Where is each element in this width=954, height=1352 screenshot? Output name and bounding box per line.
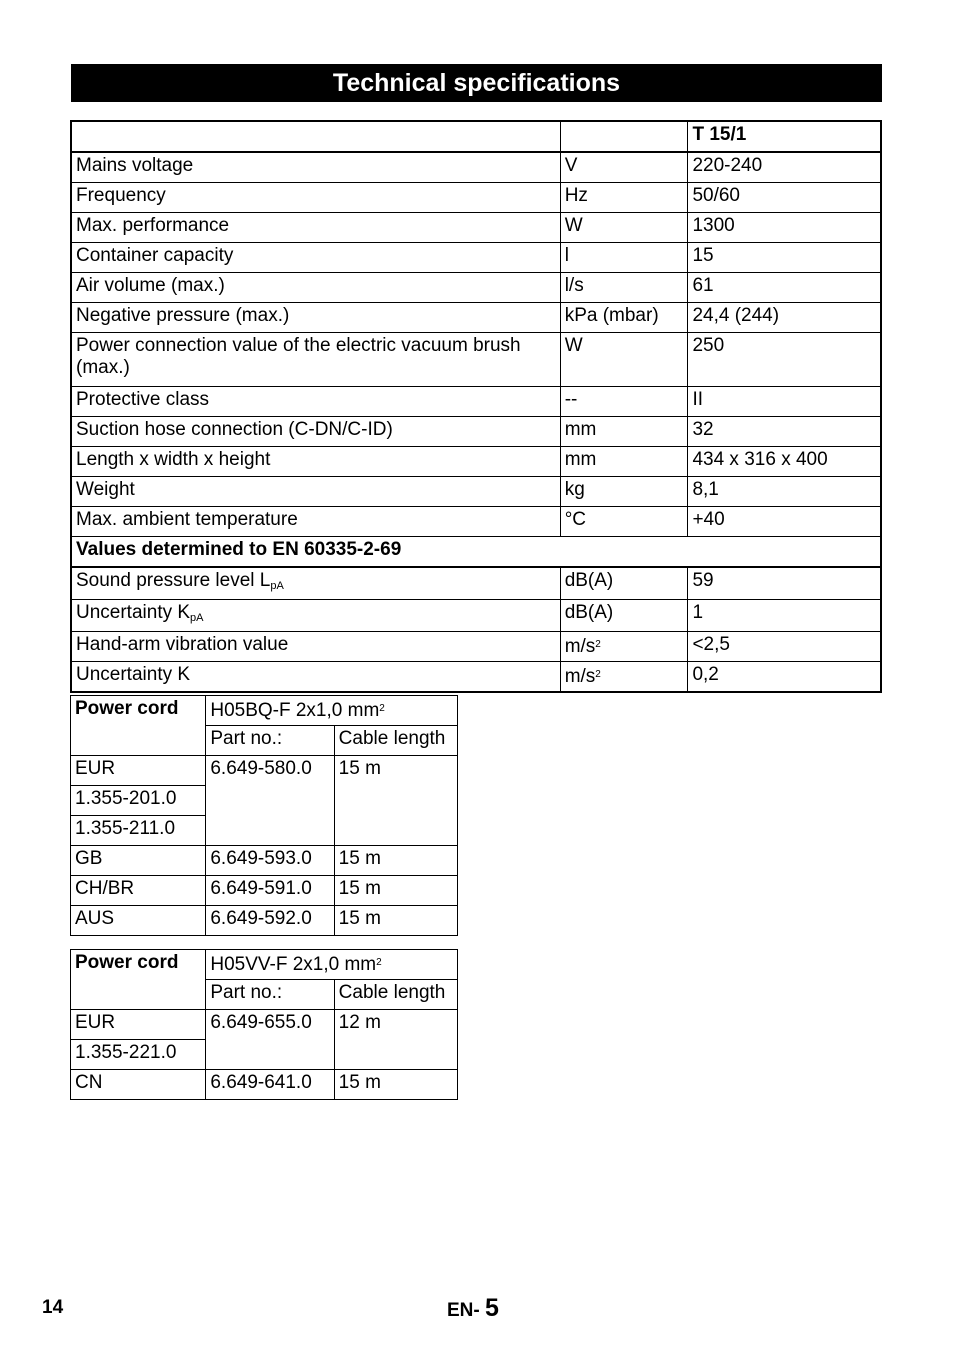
spec-value: 50/60 — [688, 183, 881, 213]
table-row — [71, 906, 458, 936]
spec-label: Mains voltage — [71, 152, 560, 183]
power-cord-table-1 — [70, 695, 458, 936]
spec-label: Max. ambient temperature — [71, 507, 560, 537]
spec-label-text: Sound pressure level L — [76, 570, 271, 591]
cord-region: 1.355-211.0 — [71, 816, 206, 846]
cord-header-label: Power cord — [71, 950, 206, 1010]
cord-region: EUR — [71, 1010, 206, 1040]
table-row — [71, 447, 881, 477]
language-prefix: EN- — [447, 1300, 480, 1321]
spec-value: 61 — [688, 273, 881, 303]
spec-label: Hand-arm vibration value — [71, 632, 560, 662]
spec-unit: mm — [560, 417, 688, 447]
spec-unit: Hz — [560, 183, 688, 213]
table-row — [71, 876, 458, 906]
model-header: T 15/1 — [688, 121, 881, 152]
spec-value: II — [688, 387, 881, 417]
spec-value: 32 — [688, 417, 881, 447]
spec-unit: V — [560, 152, 688, 183]
table-row — [71, 567, 881, 600]
spec-label: Max. performance — [71, 213, 560, 243]
table-row — [71, 477, 881, 507]
cord-length: 15 m — [334, 906, 457, 936]
spec-value: 59 — [688, 567, 881, 600]
cord-length: 15 m — [334, 846, 457, 876]
spec-unit-superscript: 2 — [595, 639, 601, 650]
table-row — [71, 183, 881, 213]
cable-length-header: Cable length — [334, 980, 457, 1010]
cord-part-no: 6.649-592.0 — [206, 906, 334, 936]
spec-label: Air volume (max.) — [71, 273, 560, 303]
table-row — [71, 632, 881, 662]
spec-value: 8,1 — [688, 477, 881, 507]
spec-unit: mm — [560, 447, 688, 477]
page-number: 14 — [42, 1297, 64, 1318]
table-row — [71, 1070, 458, 1100]
table-row — [71, 846, 458, 876]
cord-part-no: 6.649-591.0 — [206, 876, 334, 906]
spec-value: 220-240 — [688, 152, 881, 183]
cord-part-no: 6.649-641.0 — [206, 1070, 334, 1100]
header-blank-cell — [71, 121, 560, 152]
spec-value: 1300 — [688, 213, 881, 243]
cord-region: CH/BR — [71, 876, 206, 906]
table-row — [71, 303, 881, 333]
spec-value: 1 — [688, 600, 881, 632]
spec-label-text: Uncertainty K — [76, 602, 191, 623]
spec-unit: °C — [560, 507, 688, 537]
spec-value: 15 — [688, 243, 881, 273]
spec-unit-text: m/s — [564, 666, 596, 687]
spec-unit: l — [560, 243, 688, 273]
cord-part-no: 6.649-593.0 — [206, 846, 334, 876]
spec-unit: W — [560, 213, 688, 243]
cord-length: 15 m — [334, 756, 457, 846]
spec-unit — [560, 632, 688, 662]
cord-region: 1.355-201.0 — [71, 786, 206, 816]
cord-part-no: 6.649-655.0 — [206, 1010, 334, 1070]
cord-header-label: Power cord — [71, 696, 206, 756]
header-blank-cell — [560, 121, 688, 152]
spec-value: <2,5 — [688, 632, 881, 662]
spec-label: Power connection value of the electric vacuum brush (max.) — [71, 333, 560, 387]
table-row — [71, 507, 881, 537]
cable-type-text: H05BQ-F 2x1,0 mm — [210, 700, 380, 721]
part-no-header: Part no.: — [206, 726, 334, 756]
cable-type-text: H05VV-F 2x1,0 mm — [210, 954, 377, 975]
cable-type — [206, 950, 458, 980]
spec-value: +40 — [688, 507, 881, 537]
section-heading: Values determined to EN 60335-2-69 — [71, 537, 881, 568]
page-title: Technical specifications — [71, 64, 882, 102]
table-row — [71, 273, 881, 303]
language-page-number: 5 — [485, 1294, 499, 1322]
table-row — [71, 152, 881, 183]
spec-label: Suction hose connection (C-DN/C-ID) — [71, 417, 560, 447]
table-row — [71, 600, 881, 632]
cord-part-no: 6.649-580.0 — [206, 756, 334, 846]
spec-label: Uncertainty K — [71, 662, 560, 693]
table-header-row — [71, 121, 881, 152]
cord-header-row — [71, 696, 458, 726]
table-row — [71, 1010, 458, 1040]
cord-region: EUR — [71, 756, 206, 786]
spec-label-subscript: pA — [270, 580, 284, 592]
table-row — [71, 417, 881, 447]
cable-type-superscript: 2 — [379, 703, 385, 714]
spec-label: Container capacity — [71, 243, 560, 273]
table-row — [71, 662, 881, 693]
spec-value: 434 x 316 x 400 — [688, 447, 881, 477]
part-no-header: Part no.: — [206, 980, 334, 1010]
spec-unit-text: m/s — [564, 636, 596, 657]
spec-unit — [560, 662, 688, 693]
spec-label — [71, 600, 560, 632]
cord-region: GB — [71, 846, 206, 876]
table-row — [71, 243, 881, 273]
spec-label: Weight — [71, 477, 560, 507]
spec-unit: -- — [560, 387, 688, 417]
cable-type — [206, 696, 458, 726]
spec-value: 0,2 — [688, 662, 881, 693]
spec-unit: W — [560, 333, 688, 387]
spec-unit: kg — [560, 477, 688, 507]
specifications-table — [70, 120, 882, 693]
spec-unit: kPa (mbar) — [560, 303, 688, 333]
spec-value: 24,4 (244) — [688, 303, 881, 333]
spec-unit: dB(A) — [560, 600, 688, 632]
language-page-marker — [447, 1294, 499, 1323]
spec-label: Frequency — [71, 183, 560, 213]
cable-length-header: Cable length — [334, 726, 457, 756]
cord-region: CN — [71, 1070, 206, 1100]
spec-unit: l/s — [560, 273, 688, 303]
cord-length: 12 m — [334, 1010, 457, 1070]
cord-length: 15 m — [334, 1070, 457, 1100]
spec-unit-superscript: 2 — [595, 669, 601, 680]
cable-type-superscript: 2 — [376, 957, 382, 968]
cord-length: 15 m — [334, 876, 457, 906]
table-row — [71, 387, 881, 417]
table-row — [71, 756, 458, 786]
table-row — [71, 213, 881, 243]
spec-label: Negative pressure (max.) — [71, 303, 560, 333]
spec-label: Length x width x height — [71, 447, 560, 477]
cord-header-row — [71, 950, 458, 980]
cord-region: 1.355-221.0 — [71, 1040, 206, 1070]
table-row — [71, 333, 881, 387]
spec-unit: dB(A) — [560, 567, 688, 600]
section-heading-row — [71, 537, 881, 568]
spec-label — [71, 567, 560, 600]
spec-label: Protective class — [71, 387, 560, 417]
spec-value: 250 — [688, 333, 881, 387]
spec-label-subscript: pA — [190, 612, 204, 624]
cord-region: AUS — [71, 906, 206, 936]
power-cord-table-2 — [70, 949, 458, 1100]
